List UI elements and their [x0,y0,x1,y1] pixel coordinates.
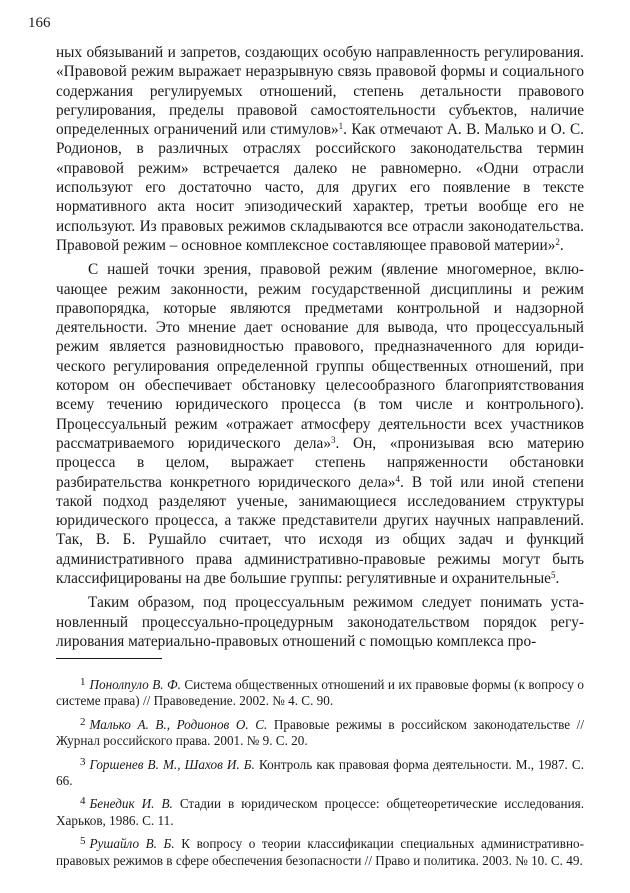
paragraph-text: . Как отмечают А. В. Малько и О. С. Родионов, в различных отраслях российского законодательства термин «правовой режим» встречается далеко не равномерно. «Одни отрасли используют его достаточно часто, для других его появление в тексте нормативного акта носит эпизодический характер, третьи вообще его не используют. Из правовых режимов складываются все отрасли законодательства. Правовой режим – основное комплексное составляющее правовой материи» [56,121,584,254]
paragraph-text: . В той или иной степени такой подход разделяют ученые, занимающиеся исследованием структуры юридического процесса, а также представители других научных направлений. Так, В. Б. Рушайло считает, что исходя из общих задач и функций административного права административно-правовые режимы могут быть классифицированы на две большие группы: регулятивные и охранительные [56,473,584,588]
paragraph [56,593,584,651]
footnote-text: Система общественных отношений и их правовые формы (к вопросу о системе права) // Правоведение. 2002. № 4. С. 90. [56,677,584,709]
footnote-number: 1 [80,676,86,688]
footnote-number: 2 [80,715,86,728]
paragraph-text: . Он, «пронизывая всю материю процесса в целом, выражает степень напряженности обстановки разбирательства конкретного юридического дела» [56,434,585,491]
footnote-author: Бенедик И. В. [89,796,173,812]
paragraph-text: . [559,236,564,254]
footnote-author: Горшенев В. М., Шахов И. Б. [89,756,255,772]
paragraph-text: С нашей точки зрения, правовой режим (явление многомерное, включающее режим законности, режим государственной дисциплины и режим правопорядка, которые являются предметами контрольной и надзорной деятельности. Это мнение дает основание для вывода, что процессуальный режим является разновидностью правового, предназначенного для юридического регулирования определенной группы общественных отношений, при котором он обеспечивает обстановку целесообразного благоприятствования всему течению юридического процесса (в том числе и контрольного). Процессуальный режим «отражает атмосферу деятельности всех участников рассматриваемого юридического дела» [56,261,584,452]
footnotes-section [56,677,584,876]
footnote [56,796,584,829]
footnote-ref: 1 [338,121,344,132]
footnote-number: 3 [80,755,86,768]
page-number: 166 [28,15,51,31]
footnote-text: Стадии в юридическом процессе: общетеоретические исследования. Харьков, 1986. С. 11. [56,796,584,828]
footnote [56,677,584,710]
footnote-text: Контроль как правовая форма деятельности. М., 1987. С. 66. [56,756,585,789]
footnote-author: Малько А. В., Родионов О. С. [89,716,268,732]
footnote-ref: 2 [555,236,560,247]
footnote [56,717,584,750]
footnote-ref: 3 [331,434,336,445]
footnote-divider [56,658,162,659]
footnote-author: Понолпуло В. Ф. [89,677,181,692]
main-text [56,43,584,651]
paragraph-text: Таким образом, под процессуальным режимом следует понимать установленный процессуально-процедурным законодательством порядок регулирования материально-правовых отношений с помощью комплекса про- [56,594,584,650]
footnote-text: К вопросу о теории классификации специальных административно-правовых режимов в сфере обеспечения безопасности // Право и политика. 2003. № 10. С. 49. [56,836,584,868]
paragraph-text: ных обязываний и запретов, создающих особую направленность регулирования. «Правовой режим выражает неразрывную связь правовой формы и социального содержания регулируемых отношений, степень детальности правового регулирования, пределы правовой самостоятельности субъектов, наличие определенных ограничений или стимулов» [56,44,584,139]
footnote-author: Рушайло В. Б. [89,836,175,852]
footnote-number: 4 [80,795,86,808]
footnote-text: Правовые режимы в российском законодательстве // Журнал российского права. 2001. № 9. С. 20. [56,716,584,749]
paragraph [56,260,584,588]
footnote [56,757,584,790]
footnote-ref: 5 [550,570,556,581]
footnote-ref: 4 [395,473,401,484]
footnote [56,836,584,869]
footnote-number: 5 [80,835,86,848]
paragraph [56,43,584,255]
paragraph-text: . [555,570,560,588]
